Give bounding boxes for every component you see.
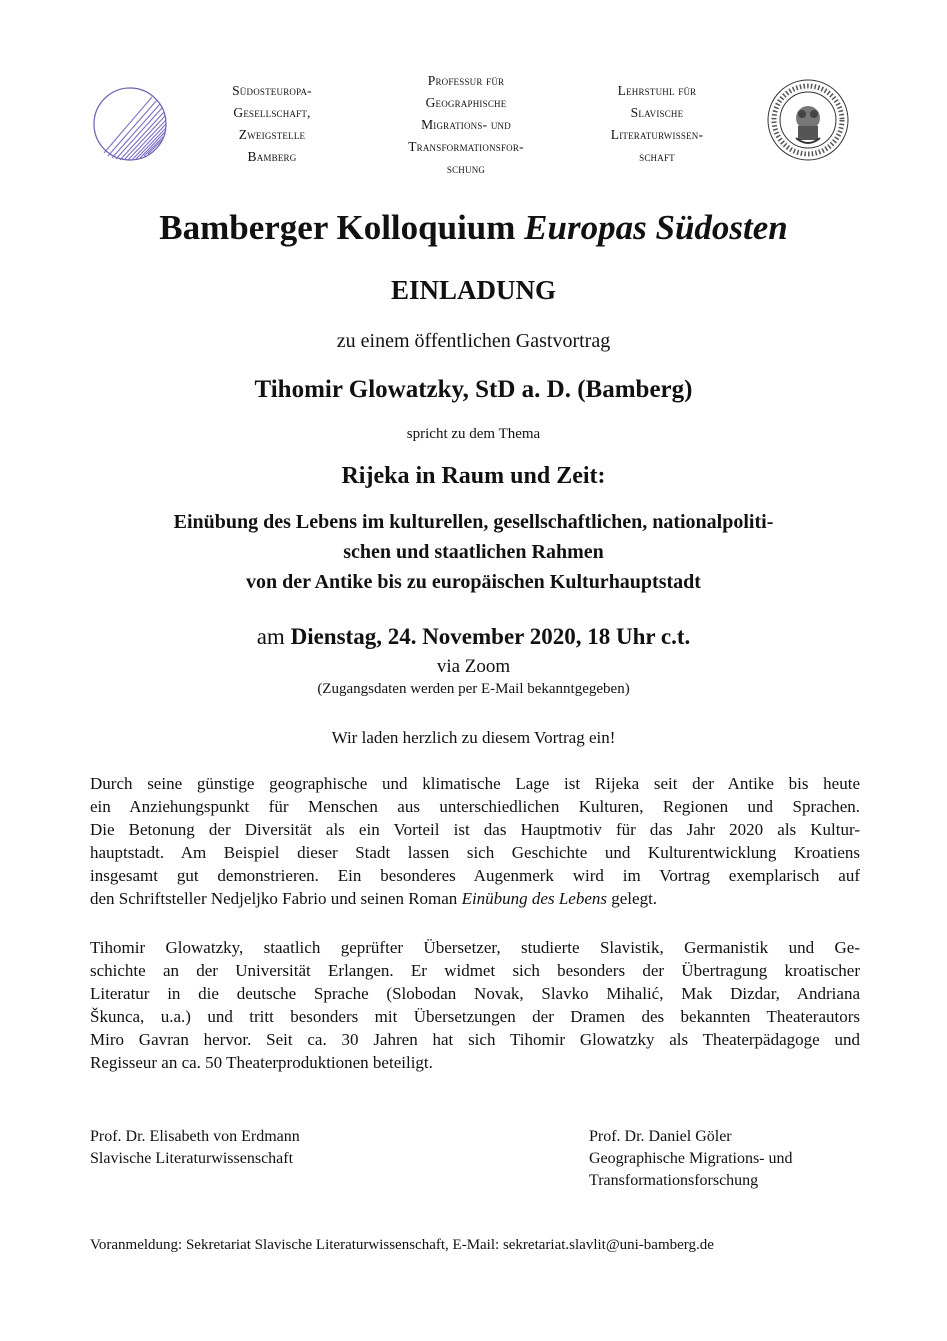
paragraph-line — [90, 887, 860, 910]
paragraph-line: Literatur in die deutsche Sprache (Slobodan Novak, Slavko Mihalić, Mak Dizdar, Andriana — [90, 984, 860, 1003]
novel-title: Einübung des Lebens — [461, 889, 607, 908]
topic-line: schen und staatlichen Rahmen — [343, 541, 604, 563]
paragraph-line: ein Anziehungspunkt für Menschen aus unterschiedlichen Kulturen, Regionen und Sprachen. — [90, 797, 860, 816]
event-date — [60, 624, 887, 650]
org-line: Professur für — [427, 73, 505, 88]
header-middle-org — [368, 70, 564, 180]
paragraph-line: Die Betonung der Diversität als ein Vorteil ist das Hauptmotiv für das Jahr 2020 als Kultur- — [90, 820, 860, 839]
topic-title: Rijeka in Raum und Zeit: — [341, 463, 606, 489]
signature-name: Prof. Dr. Daniel Göler — [589, 1128, 732, 1145]
org-line: Bamberg — [247, 149, 297, 164]
topic-subtitle — [60, 507, 887, 597]
header-left-org — [192, 80, 352, 168]
org-line: Literaturwissen- — [610, 127, 704, 142]
university-seal-icon — [766, 78, 850, 162]
description-paragraph — [90, 772, 860, 910]
signature-left — [90, 1126, 300, 1170]
signature-dept: Slavische Literaturwissenschaft — [90, 1150, 294, 1167]
paragraph-line: Regisseur an ca. 50 Theaterproduktionen beteiligt. — [90, 1053, 433, 1072]
signature-right — [589, 1126, 793, 1192]
event-access-note: (Zugangsdaten werden per E-Mail bekanntgegeben) — [317, 681, 630, 697]
signature-dept: Geographische Migrations- und — [589, 1150, 793, 1167]
topic-line: von der Antike bis zu europäischen Kulturhauptstadt — [246, 571, 701, 593]
org-line: Slavische — [630, 105, 684, 120]
paragraph-line: hauptstadt. Am Beispiel dieser Stadt lassen sich Geschichte und Kulturentwicklung Kroatiens — [90, 843, 860, 862]
topic-line: Einübung des Lebens im kulturellen, gesellschaftlichen, nationalpoliti- — [173, 511, 774, 533]
intro-text: zu einem öffentlichen Gastvortrag — [336, 330, 611, 352]
paragraph-text: den Schriftsteller Nedjeljko Fabrio und seinen Roman — [90, 889, 458, 908]
org-line: Gesellschaft, — [233, 105, 311, 120]
date-prefix: am — [256, 624, 285, 649]
paragraph-line: Škunca, u.a.) und tritt besonders mit Übersetzungen der Dramen des bekannten Theaterautors — [90, 1007, 860, 1026]
signature-dept: Transformationsforschung — [589, 1172, 759, 1189]
sog-logo-icon — [90, 84, 170, 164]
welcome-text: Wir laden herzlich zu diesem Vortrag ein! — [331, 728, 616, 747]
einladung-heading: EINLADUNG — [390, 275, 557, 305]
title-main: Bamberger Kolloquium — [159, 208, 516, 247]
org-line: Zweigstelle — [238, 127, 306, 142]
org-line: schaft — [639, 149, 675, 164]
paragraph-line: Tihomir Glowatzky, staatlich geprüfter Übersetzer, studierte Slavistik, Germanistik und Ge- — [90, 938, 860, 957]
paragraph-line: schichte an der Universität Erlangen. Er widmet sich besonders der Übertragung kroatischer — [90, 961, 860, 980]
paragraph-line: Miro Gavran hervor. Seit ca. 30 Jahren hat sich Tihomir Glowatzky als Theaterpädagoge und — [90, 1030, 860, 1049]
paragraph-text: gelegt. — [611, 889, 658, 908]
spricht-text: spricht zu dem Thema — [406, 426, 541, 442]
event-via: via Zoom — [436, 656, 511, 677]
org-line: Lehrstuhl für — [617, 83, 697, 98]
org-line: Südosteuropa- — [232, 83, 312, 98]
signature-name: Prof. Dr. Elisabeth von Erdmann — [90, 1128, 300, 1145]
page-title — [60, 208, 887, 248]
date-value: Dienstag, 24. November 2020, 18 Uhr c.t. — [290, 624, 691, 649]
speaker-name: Tihomir Glowatzky, StD a. D. (Bamberg) — [254, 376, 693, 403]
paragraph-line: Durch seine günstige geographische und klimatische Lage ist Rijeka seit der Antike bis heute — [90, 774, 860, 793]
speaker-bio-paragraph — [90, 936, 860, 1074]
paragraph-line: insgesamt gut demonstrieren. Ein besonderes Augenmerk wird im Vortrag exemplarisch auf — [90, 866, 860, 885]
org-line: Transformationsfor- — [408, 139, 524, 154]
title-italic: Europas Südosten — [524, 208, 788, 247]
org-line: Migrations- und — [421, 117, 511, 132]
footer-registration: Voranmeldung: Sekretariat Slavische Literaturwissenschaft, E-Mail: sekretariat.slavlit@uni-bamberg.de — [90, 1237, 714, 1253]
org-line: Geographische — [425, 95, 507, 110]
org-line: schung — [446, 161, 486, 176]
header-right-org — [572, 80, 742, 168]
